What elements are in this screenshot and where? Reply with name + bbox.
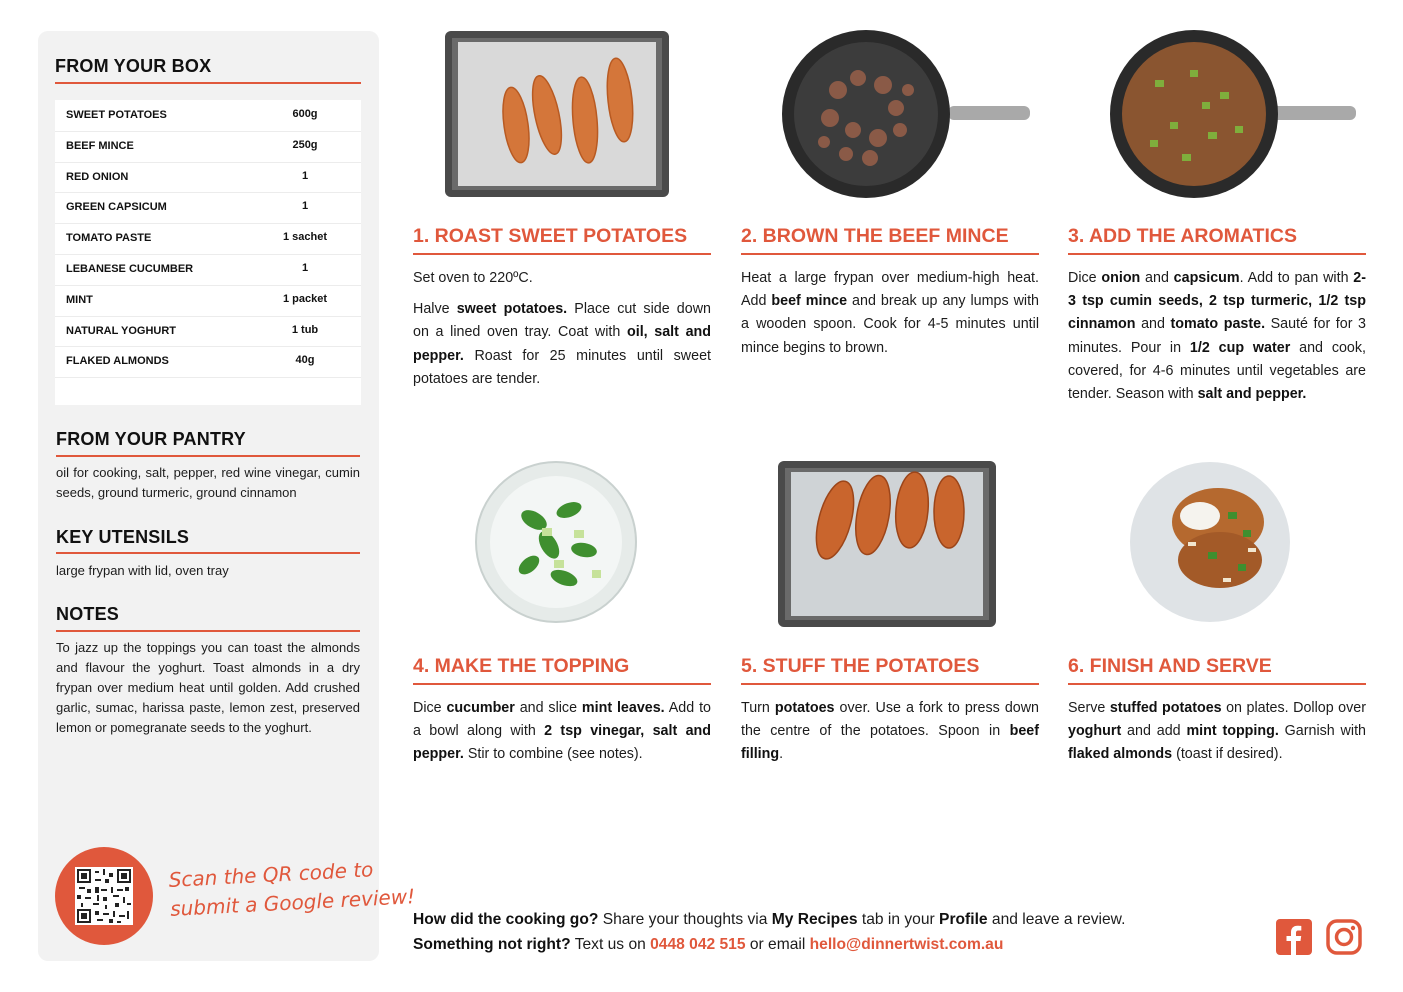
step-instructions	[413, 267, 711, 399]
qr-caption-line: submit a Google review!	[169, 884, 416, 921]
ingredient-qty: 250g	[292, 138, 318, 151]
divider	[413, 253, 711, 255]
pantry-title: FROM YOUR PANTRY	[56, 429, 246, 449]
stuffed-potatoes-tray-photo	[777, 460, 997, 628]
divider	[55, 82, 361, 84]
step-instructions	[1068, 697, 1366, 775]
step-paragraph: Heat a large frypan over medium-high heat. Add beef mince and break up any lumps with a wooden spoon. Cook for 4-5 minutes until mince begins to brown.	[741, 270, 1039, 356]
step-paragraph: Serve stuffed potatoes on plates. Dollop over yoghurt and add mint topping. Garnish with flaked almonds (toast if desired).	[1068, 700, 1366, 763]
notes-title: NOTES	[56, 604, 120, 624]
phone-link[interactable]: 0448 042 515	[650, 936, 746, 953]
box-title: FROM YOUR BOX	[55, 56, 212, 76]
ingredient-row	[55, 285, 361, 317]
ingredient-name: TOMATO PASTE	[66, 232, 152, 245]
ingredient-row	[55, 316, 361, 348]
frypan-mince-photo	[778, 30, 1030, 198]
step-instructions	[1068, 267, 1366, 414]
ingredient-name: FLAKED ALMONDS	[66, 355, 169, 368]
ingredient-name: MINT	[66, 293, 93, 306]
divider	[56, 552, 360, 554]
topping-bowl-photo	[474, 460, 638, 624]
divider	[1068, 683, 1366, 685]
ingredient-qty: 1	[301, 200, 309, 213]
step-paragraph: Set oven to 220ºC.	[413, 270, 533, 286]
ingredient-qty: 1 packet	[282, 292, 328, 305]
ingredient-name: BEEF MINCE	[66, 139, 134, 152]
step-instructions	[413, 697, 711, 775]
contact-line: Something not right? Text us on 0448 042 515 or email hello@dinnertwist.com.au	[413, 936, 1004, 953]
ingredient-name: GREEN CAPSICUM	[66, 201, 167, 214]
utensils-text: large frypan with lid, oven tray	[56, 563, 229, 578]
feedback-line: How did the cooking go? Share your thoughts via My Recipes tab in your Profile and leave a review.	[413, 911, 1126, 928]
divider	[413, 683, 711, 685]
ingredient-row	[55, 223, 361, 255]
qr-code[interactable]	[75, 867, 133, 925]
step-title: 1. ROAST SWEET POTATOES	[413, 225, 688, 247]
email-link[interactable]: hello@dinnertwist.com.au	[809, 936, 1004, 953]
divider	[56, 455, 360, 457]
ingredient-name: SWEET POTATOES	[66, 109, 167, 121]
qr-badge	[55, 847, 153, 945]
served-plate-photo	[1128, 460, 1292, 624]
step-instructions	[741, 697, 1039, 775]
step-paragraph: Dice onion and capsicum. Add to pan with 2-3 tsp cumin seeds, 2 tsp turmeric, 1/2 tsp cinnamon and tomato paste. Sauté for for 3 minutes. Pour in 1/2 cup water and cook, covered, for 4-6 minutes until vegetables are tender. Season with salt and pepper.	[1068, 270, 1366, 403]
divider	[1068, 253, 1366, 255]
step-title: 6. FINISH AND SERVE	[1068, 655, 1272, 677]
divider	[741, 683, 1039, 685]
step-title: 4. MAKE THE TOPPING	[413, 655, 630, 677]
ingredient-qty: 1	[301, 169, 309, 182]
utensils-title: KEY UTENSILS	[56, 527, 190, 547]
divider	[56, 630, 360, 632]
ingredient-qty: 40g	[295, 354, 315, 367]
step-paragraph: Halve sweet potatoes. Place cut side down on a lined oven tray. Coat with oil, salt and pepper. Roast for 25 minutes until sweet potatoes are tender.	[413, 301, 711, 387]
ingredient-row	[55, 162, 361, 194]
ingredient-row	[55, 346, 361, 378]
step-paragraph: Turn potatoes over. Use a fork to press down the centre of the potatoes. Spoon in beef filling.	[741, 700, 1039, 763]
pantry-text: oil for cooking, salt, pepper, red wine vinegar, cumin seeds, ground turmeric, ground cinnamon	[56, 465, 360, 500]
step-title: 3. ADD THE AROMATICS	[1068, 225, 1297, 247]
frypan-aromatics-photo	[1110, 30, 1356, 198]
step-instructions	[741, 267, 1039, 368]
ingredient-name: LEBANESE CUCUMBER	[66, 263, 194, 275]
step-title: 2. BROWN THE BEEF MINCE	[741, 225, 1009, 247]
ingredient-qty: 1 tub	[291, 323, 319, 336]
qr-caption-line: Scan the QR code to	[168, 857, 374, 892]
ingredient-row	[55, 131, 361, 163]
instagram-icon[interactable]	[1326, 919, 1362, 955]
ingredients-table	[55, 100, 361, 405]
step-paragraph: Dice cucumber and slice mint leaves. Add to a bowl along with 2 tsp vinegar, salt and pepper. Stir to combine (see notes).	[413, 700, 711, 763]
ingredient-row	[55, 254, 361, 286]
divider	[741, 253, 1039, 255]
roasting-tray-photo	[444, 30, 670, 198]
ingredient-qty: 600g	[292, 108, 318, 120]
ingredient-qty: 1 sachet	[282, 231, 328, 244]
notes-text: To jazz up the toppings you can toast the almonds and flavour the yoghurt. Toast almonds in a dry frypan over medium heat until golden. Add crushed garlic, sumac, harissa paste, lemon zest, preserved lemon or pomegranate seeds to the yoghurt.	[56, 640, 360, 735]
ingredient-name: RED ONION	[66, 170, 129, 183]
ingredient-row	[55, 192, 361, 224]
ingredient-name: NATURAL YOGHURT	[66, 324, 176, 337]
ingredient-row	[55, 100, 361, 132]
facebook-icon[interactable]	[1276, 919, 1312, 955]
step-title: 5. STUFF THE POTATOES	[741, 655, 980, 677]
ingredient-qty: 1	[301, 262, 309, 274]
